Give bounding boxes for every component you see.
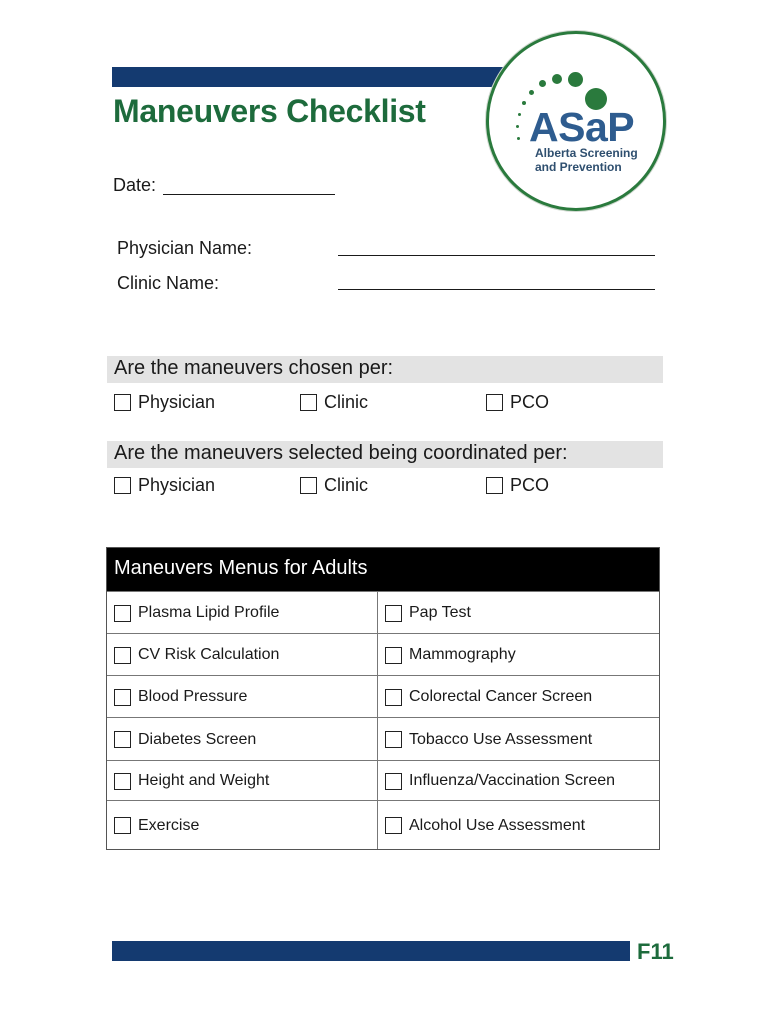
checkbox-icon[interactable] — [114, 773, 131, 790]
menu-item-label: Exercise — [138, 816, 200, 834]
question-text: Are the maneuvers selected being coordinated per: — [114, 442, 568, 464]
option-label: PCO — [510, 475, 550, 495]
physician-name-field[interactable] — [338, 255, 655, 256]
form-code: F11 — [637, 939, 674, 964]
checkbox-icon[interactable] — [114, 605, 131, 622]
option-label: PCO — [510, 392, 550, 412]
option-physician-checkbox[interactable] — [114, 392, 215, 413]
table-row — [107, 800, 659, 850]
option-label: Physician — [138, 392, 216, 412]
checkbox-icon[interactable] — [486, 394, 503, 411]
menu-table-header — [107, 548, 659, 591]
checkbox-icon[interactable] — [114, 647, 131, 664]
menu-item-checkbox[interactable] — [114, 801, 199, 850]
menu-item-label: Diabetes Screen — [138, 730, 257, 748]
checkbox-icon[interactable] — [385, 605, 402, 622]
menu-item-checkbox[interactable] — [385, 718, 592, 761]
table-row — [107, 633, 659, 676]
checkbox-icon[interactable] — [114, 689, 131, 706]
clinic-name-field[interactable] — [338, 289, 655, 290]
checkbox-icon[interactable] — [114, 731, 131, 748]
option-clinic-checkbox[interactable] — [300, 392, 368, 413]
logo-dot — [568, 72, 583, 87]
option-pco-checkbox[interactable] — [486, 475, 549, 496]
menu-item-checkbox[interactable] — [385, 761, 615, 801]
option-clinic-checkbox[interactable] — [300, 475, 368, 496]
question-text: Are the maneuvers chosen per: — [114, 357, 394, 379]
menu-item-label: Plasma Lipid Profile — [138, 604, 280, 621]
logo-tagline: Alberta Screening — [535, 146, 638, 160]
clinic-name-label: Clinic Name: — [117, 273, 220, 293]
menu-table-title: Maneuvers Menus for Adults — [114, 557, 368, 579]
menu-item-checkbox[interactable] — [385, 592, 471, 634]
table-row — [107, 717, 659, 761]
logo-dot — [517, 137, 520, 140]
checkbox-icon[interactable] — [114, 477, 131, 494]
menu-item-checkbox[interactable] — [114, 634, 279, 676]
menu-item-label: Tobacco Use Assessment — [409, 730, 593, 748]
menu-item-label: Pap Test — [409, 604, 471, 621]
checkbox-icon[interactable] — [385, 817, 402, 834]
menu-item-label: Alcohol Use Assessment — [409, 816, 586, 834]
physician-name-label: Physician Name: — [117, 238, 253, 258]
checkbox-icon[interactable] — [385, 689, 402, 706]
checkbox-icon[interactable] — [114, 817, 131, 834]
menu-item-label: Height and Weight — [138, 772, 270, 789]
menu-item-checkbox[interactable] — [114, 592, 279, 634]
menu-item-checkbox[interactable] — [385, 801, 585, 850]
menu-item-label: CV Risk Calculation — [138, 646, 280, 663]
option-pco-checkbox[interactable] — [486, 392, 549, 413]
footer-bar — [112, 941, 630, 961]
logo-dot — [552, 74, 562, 84]
checkbox-icon[interactable] — [385, 773, 402, 790]
option-label: Clinic — [324, 475, 369, 495]
logo-wordmark: ASaP — [529, 104, 635, 150]
logo-dot — [518, 113, 521, 116]
table-row — [107, 760, 659, 801]
checkbox-icon[interactable] — [486, 477, 503, 494]
checkbox-icon[interactable] — [114, 394, 131, 411]
logo-dot — [529, 90, 534, 95]
date-field[interactable] — [163, 194, 335, 195]
question-chosen-per — [107, 356, 663, 383]
menu-item-checkbox[interactable] — [385, 676, 592, 718]
menu-item-label: Blood Pressure — [138, 688, 248, 705]
menu-item-label: Mammography — [409, 646, 516, 663]
asap-logo — [486, 31, 666, 211]
maneuvers-menu-table — [106, 547, 660, 850]
checkbox-icon[interactable] — [385, 731, 402, 748]
option-physician-checkbox[interactable] — [114, 475, 215, 496]
question-coordinated-per — [107, 441, 663, 468]
logo-dot — [522, 101, 526, 105]
menu-item-checkbox[interactable] — [114, 718, 256, 761]
logo-tagline: and Prevention — [535, 160, 622, 174]
logo-dot — [516, 125, 519, 128]
option-label: Clinic — [324, 392, 369, 412]
menu-item-label: Influenza/Vaccination Screen — [409, 772, 616, 789]
table-row — [107, 591, 659, 634]
menu-item-checkbox[interactable] — [114, 676, 247, 718]
page-title: Maneuvers Checklist — [113, 93, 426, 129]
option-label: Physician — [138, 475, 216, 495]
logo-dot — [539, 80, 546, 87]
menu-item-checkbox[interactable] — [114, 761, 269, 801]
checkbox-icon[interactable] — [385, 647, 402, 664]
checkbox-icon[interactable] — [300, 394, 317, 411]
menu-item-label: Colorectal Cancer Screen — [409, 688, 593, 705]
header-bar — [112, 67, 512, 87]
date-label: Date: — [113, 175, 157, 195]
checkbox-icon[interactable] — [300, 477, 317, 494]
table-row — [107, 675, 659, 718]
menu-item-checkbox[interactable] — [385, 634, 516, 676]
